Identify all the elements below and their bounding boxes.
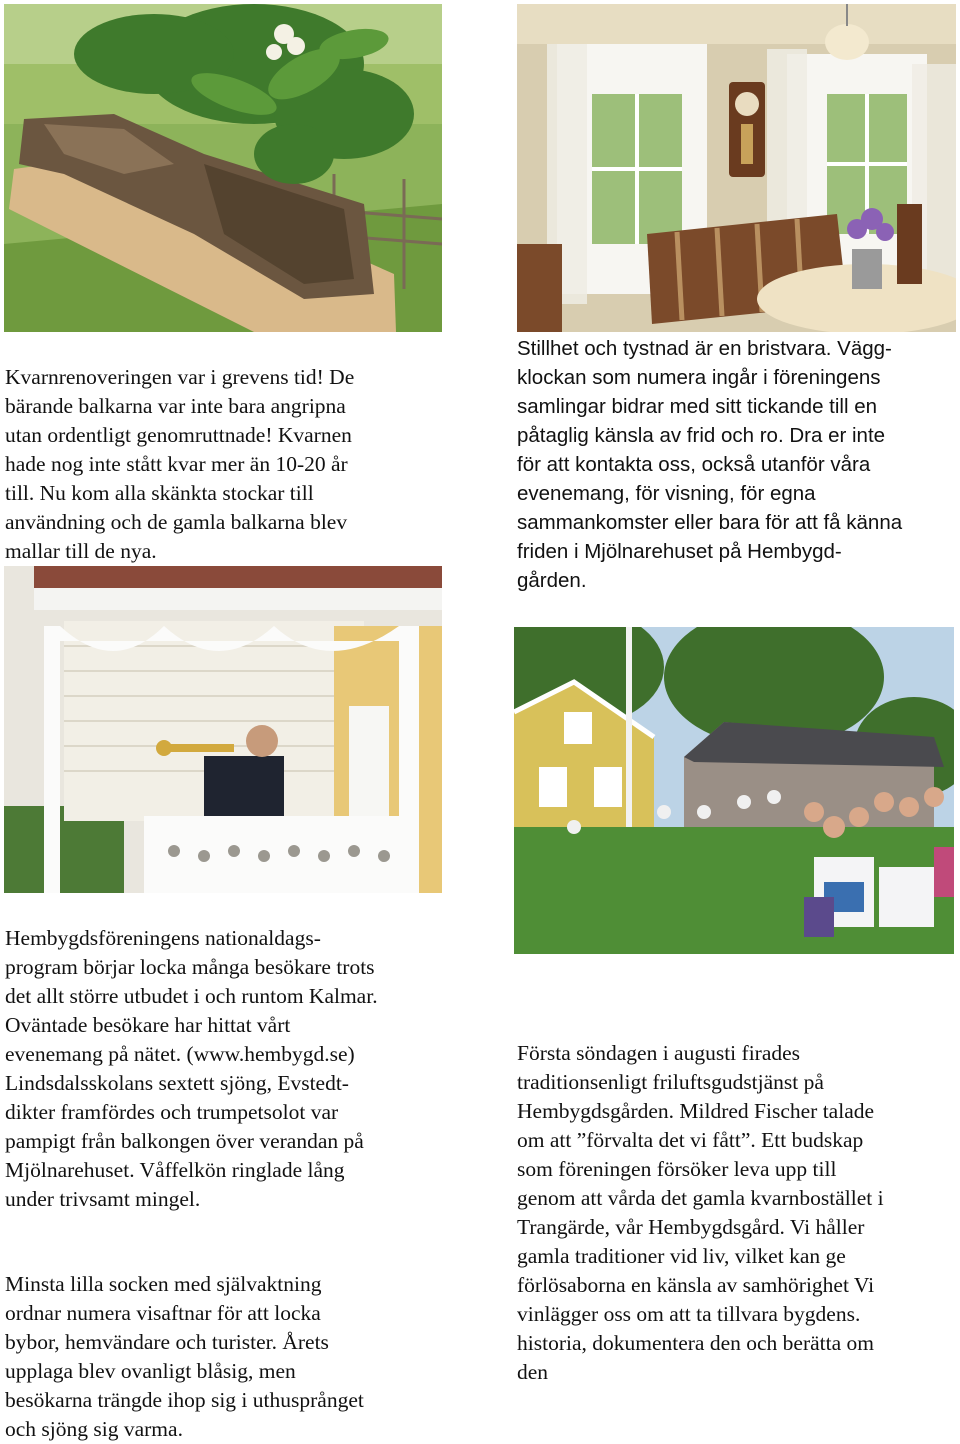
text-line: Stillhet och tystnad är en bristvara. Vägg- [517, 337, 892, 360]
text-line: bärande balkarna var inte bara angripna [5, 394, 346, 418]
text-line: om att ”förvalta det vi fått”. Ett budskap [517, 1128, 864, 1152]
text-line: hade nog inte stått kvar mer än 10-20 år [5, 452, 348, 476]
text-line: bybor, hemvändare och turister. Årets [5, 1330, 329, 1354]
text-line: Hembygdsgården. Mildred Fischer talade [517, 1099, 875, 1123]
caption-outdoor-service [517, 1039, 957, 1387]
text-line: under trivsamt mingel. [5, 1187, 201, 1211]
photo-interior-clock [517, 4, 956, 332]
text-line: samlingar bidrar med sitt tickande till en [517, 395, 878, 418]
caption-national-day [5, 924, 465, 1214]
text-line: Oväntade besökare har hittat vårt [5, 1013, 291, 1037]
text-line: som föreningen försöker leva upp till [517, 1157, 837, 1181]
text-line: Första söndagen i augusti firades [517, 1041, 801, 1065]
text-line: besökarna trängde ihop sig i uthusprånget [5, 1388, 364, 1412]
text-line: evenemang, för visning, för egna [517, 482, 816, 505]
caption-mill-renovation [5, 363, 445, 566]
text-line: gamla traditioner vid liv, vilket kan ge [517, 1244, 846, 1268]
text-line: Minsta lilla socken med självaktning [5, 1272, 322, 1296]
text-line: evenemang på nätet. (www.hembygd.se) [5, 1042, 355, 1066]
text-line: Hembygdsföreningens nationaldags- [5, 926, 321, 950]
text-line: Trangärde, vår Hembygdsgård. Vi håller [517, 1215, 865, 1239]
caption-silence-clock [517, 334, 957, 595]
text-line: vinlägger oss om att ta tillvara bygdens. [517, 1302, 861, 1326]
text-line: det allt större utbudet i och runtom Kalmar. [5, 984, 378, 1008]
text-line: Mjölnarehuset. Våffelkön ringlade lång [5, 1158, 345, 1182]
text-line: klockan som numera ingår i föreningens [517, 366, 881, 389]
text-line: genom att vårda det gamla kvarnbostället i [517, 1186, 884, 1210]
text-line: för att kontakta oss, också utanför våra [517, 453, 871, 476]
photo-log-beam [4, 4, 442, 332]
text-line: Lindsdalsskolans sextett sjöng, Evstedt- [5, 1071, 349, 1095]
text-line: Kvarnrenoveringen var i grevens tid! De [5, 365, 355, 389]
text-line: mallar till de nya. [5, 539, 157, 563]
text-line: till. Nu kom alla skänkta stockar till [5, 481, 314, 505]
text-line: påtaglig känsla av frid och ro. Dra er inte [517, 424, 886, 447]
text-line: traditionsenligt friluftsgudstjänst på [517, 1070, 824, 1094]
text-line: förlösaborna en känsla av samhörighet Vi [517, 1273, 875, 1297]
photo-trumpet-balcony [4, 566, 442, 893]
text-line: användning och de gamla balkarna blev [5, 510, 348, 534]
text-line: historia, dokumentera den och berätta om [517, 1331, 875, 1355]
text-line: friden i Mjölnarehuset på Hembygd- [517, 540, 842, 563]
text-line: sammankomster eller bara för att få känna [517, 511, 903, 534]
caption-visaftnar [5, 1270, 465, 1444]
text-line: gården. [517, 569, 587, 592]
text-line: den [517, 1360, 549, 1384]
text-line: utan ordentligt genomruttnade! Kvarnen [5, 423, 352, 447]
text-line: program börjar locka många besökare trots [5, 955, 375, 979]
text-line: ordnar numera visaftnar för att locka [5, 1301, 321, 1325]
text-line: dikter framfördes och trumpetsolot var [5, 1100, 339, 1124]
text-line: upplaga blev ovanligt blåsig, men [5, 1359, 296, 1383]
text-line: pampigt från balkongen över verandan på [5, 1129, 364, 1153]
text-line: och sjöng sig varma. [5, 1417, 183, 1441]
photo-outdoor-gathering [514, 627, 954, 954]
